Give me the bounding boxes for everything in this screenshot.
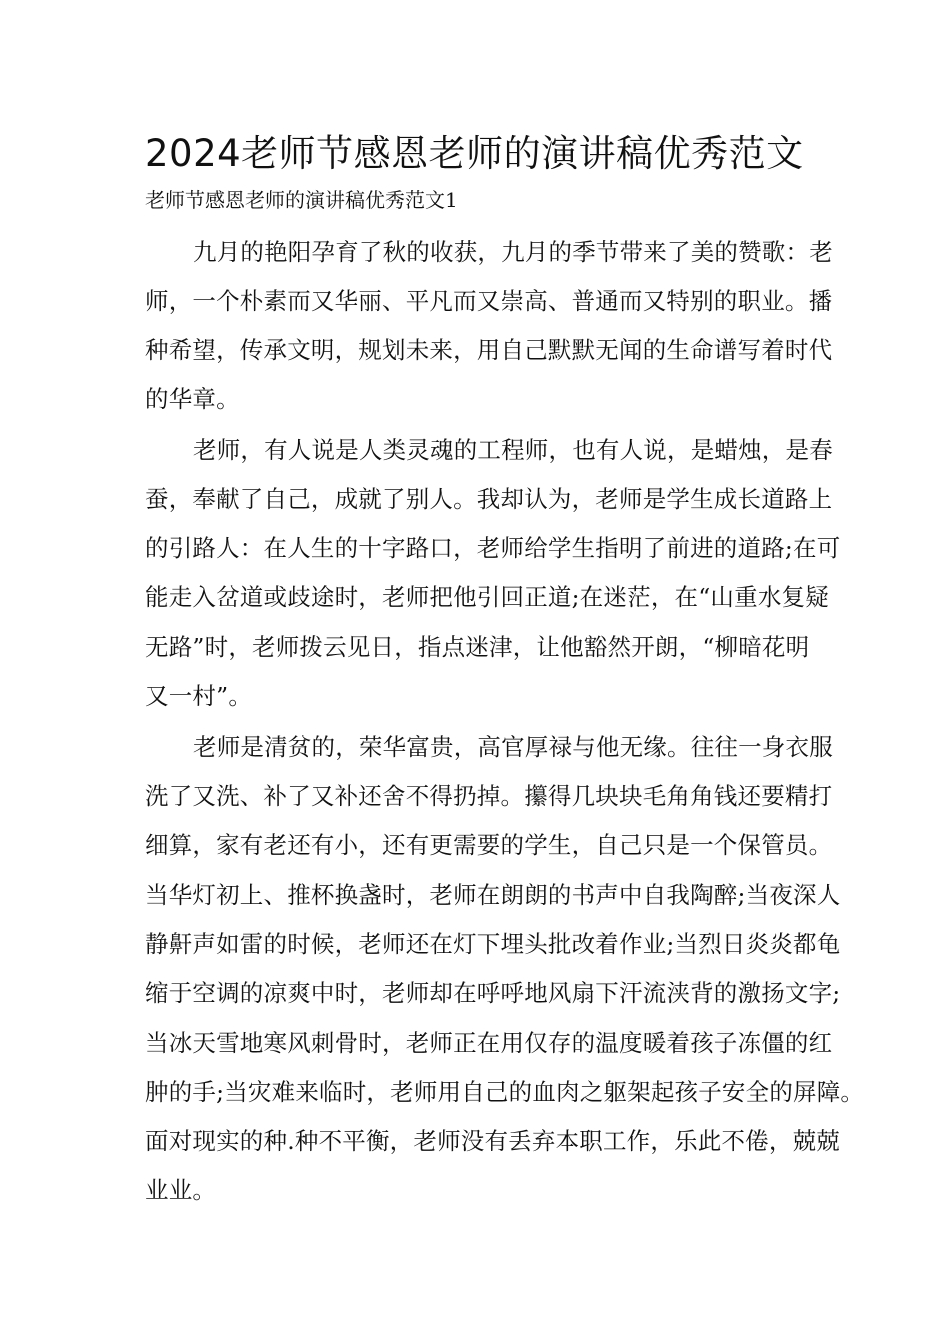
paragraph-3-line: 老师是清贫的，荣华富贵，高官厚禄与他无缘。往往一身衣服	[193, 733, 833, 761]
paragraph-3-line: 细算，家有老还有小，还有更需要的学生，自己只是一个保管员。	[145, 831, 833, 859]
paragraph-2-line: 老师，有人说是人类灵魂的工程师，也有人说，是蜡烛，是春	[193, 436, 833, 464]
paragraph-3-line: 面对现实的种.种不平衡，老师没有丢弃本职工作，乐此不倦，兢兢	[145, 1127, 840, 1155]
paragraph-3-line: 当冰天雪地寒风刺骨时，老师正在用仅存的温度暖着孩子冻僵的红	[145, 1029, 833, 1057]
paragraph-3-line: 静鼾声如雷的时候，老师还在灯下埋头批改着作业;当烈日炎炎都龟	[145, 930, 841, 958]
paragraph-3-line: 肿的手;当灾难来临时，老师用自己的血肉之躯架起孩子安全的屏障。	[145, 1078, 865, 1106]
paragraph-2-line: 蚕，奉献了自己，成就了别人。我却认为，老师是学生成长道路上	[145, 485, 833, 513]
paragraph-1-line: 师，一个朴素而又华丽、平凡而又崇高、普通而又特别的职业。播	[145, 287, 833, 315]
paragraph-1-line: 的华章。	[145, 385, 240, 413]
section-subtitle: 老师节感恩老师的演讲稿优秀范文1	[145, 188, 458, 212]
paragraph-2-line: 能走入岔道或歧途时，老师把他引回正道;在迷茫，在“山重水复疑	[145, 583, 829, 611]
document-title: 2024老师节感恩老师的演讲稿优秀范文	[145, 132, 804, 175]
paragraph-2-line: 的引路人：在人生的十字路口，老师给学生指明了前进的道路;在可	[145, 534, 841, 562]
paragraph-1-line: 种希望，传承文明，规划未来，用自己默默无闻的生命谱写着时代	[145, 336, 833, 364]
paragraph-3-line: 洗了又洗、补了又补还舍不得扔掉。攥得几块块毛角角钱还要精打	[145, 782, 833, 810]
paragraph-2-line: 又一村”。	[145, 682, 253, 710]
paragraph-2-line: 无路”时，老师拨云见日，指点迷津，让他豁然开朗，“柳暗花明	[145, 633, 810, 661]
paragraph-3-line: 当华灯初上、推杯换盏时，老师在朗朗的书声中自我陶醉;当夜深人	[145, 881, 841, 909]
paragraph-1-line: 九月的艳阳孕育了秋的收获，九月的季节带来了美的赞歌：老	[193, 238, 833, 266]
paragraph-3-line: 缩于空调的凉爽中时，老师却在呼呼地风扇下汗流浃背的激扬文字;	[145, 979, 841, 1007]
paragraph-3-line: 业业。	[145, 1176, 217, 1204]
